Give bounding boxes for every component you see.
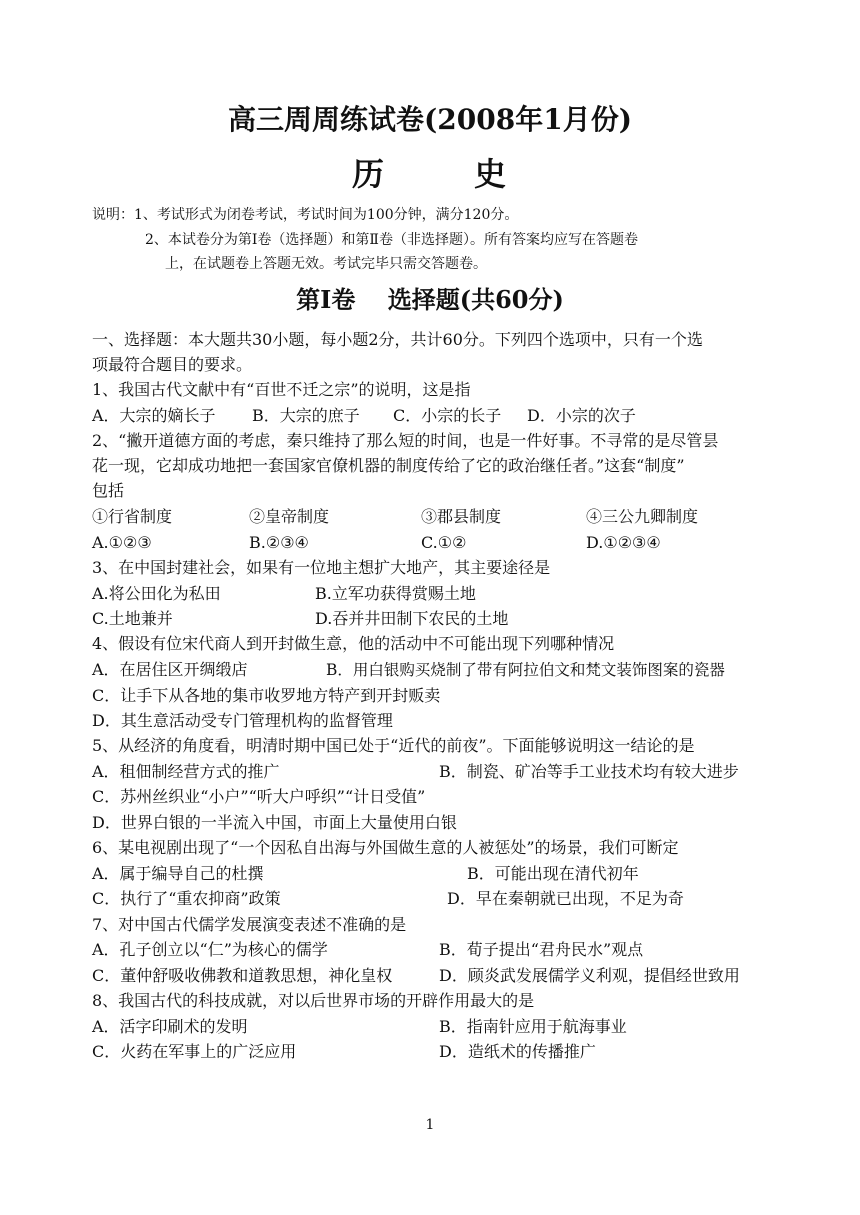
question-3-option-b: B.立军功获得赏赐土地 bbox=[315, 584, 476, 603]
subject-char-right: 史 bbox=[474, 155, 509, 193]
page-number: 1 bbox=[425, 1117, 435, 1133]
instruction-line-2: 2、本试卷分为第Ⅰ卷（选择题）和第Ⅱ卷（非选择题）。所有答案均应写在答题卷 bbox=[145, 232, 638, 248]
section-title: 第Ⅰ卷 选择题(共60分) bbox=[296, 285, 564, 314]
question-2-option-c: C.①② bbox=[421, 533, 467, 552]
question-3-option-a: A.将公田化为私田 bbox=[92, 584, 221, 603]
instruction-line-3: 上，在试题卷上答题无效。考试完毕只需交答题卷。 bbox=[165, 256, 487, 272]
question-1-option-a: A．大宗的嫡长子 bbox=[92, 406, 216, 425]
question-4-option-c: C．让手下从各地的集市收罗地方特产到开封贩卖 bbox=[92, 686, 441, 705]
question-2-item-2: ②皇帝制度 bbox=[249, 507, 330, 526]
question-5-option-a: A．租佃制经营方式的推广 bbox=[92, 762, 280, 781]
section-intro-line-1: 一、选择题：本大题共30小题，每小题2分，共计60分。下列四个选项中，只有一个选 bbox=[92, 330, 703, 349]
question-8-option-b: B．指南针应用于航海事业 bbox=[439, 1017, 627, 1036]
question-3-option-c: C.土地兼并 bbox=[92, 609, 173, 628]
section-intro-line-2: 项最符合题目的要求。 bbox=[92, 355, 253, 374]
question-1-option-c: C．小宗的长子 bbox=[393, 406, 502, 425]
question-2-option-d: D.①②③④ bbox=[586, 533, 661, 552]
question-1-option-d: D．小宗的次子 bbox=[527, 406, 636, 425]
question-6-option-b: B．可能出现在清代初年 bbox=[467, 864, 639, 883]
question-3-option-d: D.吞并井田制下农民的土地 bbox=[315, 609, 509, 628]
exam-title: 高三周周练试卷(2008年1月份) bbox=[228, 103, 632, 136]
question-4-option-b: B．用白银购买烧制了带有阿拉伯文和梵文装饰图案的瓷器 bbox=[326, 661, 725, 679]
question-7-option-b: B．荀子提出“君舟民水”观点 bbox=[439, 940, 644, 959]
question-2-item-4: ④三公九卿制度 bbox=[586, 507, 699, 526]
subject-char-left: 历 bbox=[351, 155, 386, 193]
question-8-option-d: D．造纸术的传播推广 bbox=[439, 1042, 596, 1061]
question-4-stem: 4、假设有位宋代商人到开封做生意，他的活动中不可能出现下列哪种情况 bbox=[92, 634, 615, 653]
question-3-stem: 3、在中国封建社会，如果有一位地主想扩大地产，其主要途径是 bbox=[92, 558, 551, 577]
question-2-option-b: B.②③④ bbox=[249, 533, 309, 552]
question-2-item-3: ③郡县制度 bbox=[421, 507, 502, 526]
question-2-stem-line-3: 包括 bbox=[92, 481, 125, 500]
subject-title bbox=[0, 152, 860, 196]
question-8-option-a: A．活字印刷术的发明 bbox=[92, 1017, 248, 1036]
question-7-option-a: A．孔子创立以“仁”为核心的儒学 bbox=[92, 940, 328, 959]
question-7-option-c: C．董仲舒吸收佛教和道教思想，神化皇权 bbox=[92, 966, 393, 985]
question-5-option-c: C．苏州丝织业“小户”“听大户呼织”“计日受值” bbox=[92, 787, 426, 806]
instruction-line-1: 说明：1、考试形式为闭卷考试，考试时间为100分钟，满分120分。 bbox=[92, 207, 519, 223]
question-7-option-d: D．顾炎武发展儒学义利观，提倡经世致用 bbox=[439, 966, 740, 985]
question-5-option-d: D．世界白银的一半流入中国，市面上大量使用白银 bbox=[92, 813, 457, 832]
question-4-option-a: A．在居住区开绸缎店 bbox=[92, 660, 248, 679]
question-2-option-a: A.①②③ bbox=[92, 533, 152, 552]
question-8-stem: 8、我国古代的科技成就，对以后世界市场的开辟作用最大的是 bbox=[92, 991, 535, 1010]
question-1-option-b: B．大宗的庶子 bbox=[252, 406, 360, 425]
question-8-option-c: C．火药在军事上的广泛应用 bbox=[92, 1042, 297, 1061]
question-4-option-d: D．其生意活动受专门管理机构的监督管理 bbox=[92, 711, 393, 730]
question-7-stem: 7、对中国古代儒学发展演变表述不准确的是 bbox=[92, 915, 407, 934]
question-5-option-b: B．制瓷、矿冶等手工业技术均有较大进步 bbox=[439, 762, 739, 781]
question-6-stem: 6、某电视剧出现了“一个因私自出海与外国做生意的人被惩处”的场景，我们可断定 bbox=[92, 838, 679, 857]
question-2-item-1: ①行省制度 bbox=[92, 507, 173, 526]
question-2-stem-line-2: 花一现，它却成功地把一套国家官僚机器的制度传给了它的政治继任者。”这套“制度” bbox=[92, 456, 685, 475]
question-2-stem-line-1: 2、“撇开道德方面的考虑，秦只维持了那么短的时间，也是一件好事。不寻常的是尽管昙 bbox=[92, 431, 719, 450]
question-5-stem: 5、从经济的角度看，明清时期中国已处于“近代的前夜”。下面能够说明这一结论的是 bbox=[92, 736, 695, 755]
question-6-option-c: C．执行了“重农抑商”政策 bbox=[92, 889, 281, 908]
question-6-option-d: D．早在秦朝就已出现，不足为奇 bbox=[447, 889, 684, 908]
question-6-option-a: A．属于编导自己的杜撰 bbox=[92, 864, 264, 883]
question-1-stem: 1、我国古代文献中有“百世不迁之宗”的说明，这是指 bbox=[92, 380, 471, 399]
